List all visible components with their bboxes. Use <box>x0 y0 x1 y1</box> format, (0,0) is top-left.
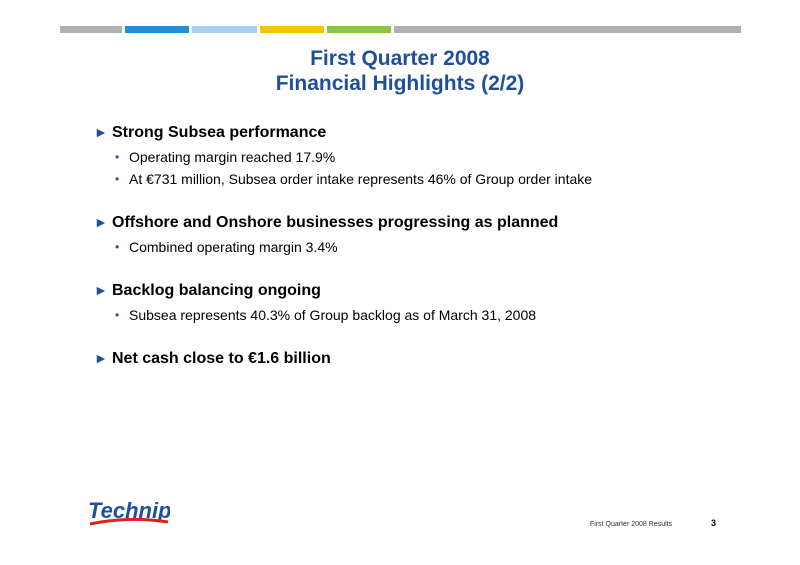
title-line-2: Financial Highlights (2/2) <box>275 72 525 95</box>
footer-text: First Quarter 2008 Results <box>590 521 673 528</box>
bullet-list <box>94 304 744 326</box>
section-heading <box>94 348 744 368</box>
color-bar-segment <box>394 26 741 33</box>
section-net-cash <box>94 348 744 368</box>
slide-title <box>0 46 800 96</box>
slide-content <box>94 122 744 390</box>
bullet-dot-icon: • <box>115 172 120 186</box>
bullet-list <box>94 236 744 258</box>
logo-text: Technip <box>88 498 170 523</box>
arrow-right-icon: ► <box>94 214 108 230</box>
bullet-text: At €731 million, Subsea order intake represents 46% of Group order intake <box>129 171 593 187</box>
color-bar-segment <box>327 26 391 33</box>
bullet-dot-icon: • <box>115 308 120 322</box>
bullet-item <box>94 146 744 168</box>
arrow-right-icon: ► <box>94 350 108 366</box>
arrow-right-icon: ► <box>94 124 108 140</box>
bullet-dot-icon: • <box>115 240 120 254</box>
section-heading <box>94 280 744 300</box>
bullet-text: Subsea represents 40.3% of Group backlog as of March 31, 2008 <box>129 307 537 323</box>
bullet-text: Combined operating margin 3.4% <box>129 239 338 255</box>
section-subsea <box>94 122 744 190</box>
top-color-bar <box>60 26 741 33</box>
bullet-item <box>94 236 744 258</box>
bullet-text: Operating margin reached 17.9% <box>129 149 336 165</box>
arrow-right-icon: ► <box>94 282 108 298</box>
bullet-item <box>94 304 744 326</box>
color-bar-segment <box>260 26 324 33</box>
section-heading-text: Backlog balancing ongoing <box>112 282 321 299</box>
section-heading-text: Net cash close to €1.6 billion <box>112 350 331 367</box>
color-bar-segment <box>192 26 257 33</box>
color-bar-segment <box>60 26 122 33</box>
page-number: 3 <box>711 518 717 528</box>
technip-logo <box>88 494 170 530</box>
section-offshore-onshore <box>94 212 744 258</box>
section-backlog <box>94 280 744 326</box>
section-heading <box>94 212 744 232</box>
bullet-list <box>94 146 744 190</box>
bullet-item <box>94 168 744 190</box>
section-heading <box>94 122 744 142</box>
section-heading-text: Strong Subsea performance <box>112 124 327 141</box>
section-heading-text: Offshore and Onshore businesses progressing as planned <box>112 214 559 231</box>
bullet-dot-icon: • <box>115 150 120 164</box>
title-line-1: First Quarter 2008 <box>310 47 490 70</box>
color-bar-segment <box>125 26 189 33</box>
